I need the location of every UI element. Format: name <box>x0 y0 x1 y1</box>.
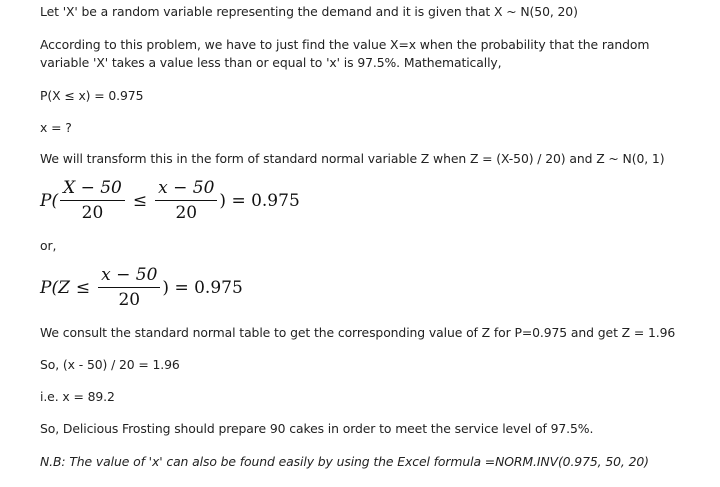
eq1-p: P( <box>40 190 59 211</box>
or-line: or, <box>40 238 57 253</box>
eq1-rhs: ) = 0.975 <box>219 190 300 211</box>
note-line: N.B: The value of 'x' can also be found easily by using the Excel formula =NORM.INV(0.975, 50, 20) <box>40 454 649 469</box>
transform-line: We will transform this in the form of standard normal variable Z when Z = (X-50) / 20) and Z ~ N(0, 1) <box>40 151 665 166</box>
probability-statement: P(X ≤ x) = 0.975 <box>40 88 144 103</box>
table-lookup-line: We consult the standard normal table to get the corresponding value of Z for P=0.975 and get Z = 1.96 <box>40 325 676 340</box>
eq1-denominator-2: 20 <box>175 203 198 223</box>
eq2-fraction <box>98 265 160 310</box>
conclusion-line: So, Delicious Frosting should prepare 90 cakes in order to meet the service level of 97.5%. <box>40 421 594 436</box>
unknown-x: x = ? <box>40 120 72 135</box>
eq1-le: ≤ <box>132 190 148 211</box>
result-line: i.e. x = 89.2 <box>40 389 115 404</box>
eq1-numerator-1: X − 50 <box>60 178 125 201</box>
eq1-numerator-2: x − 50 <box>155 178 217 201</box>
intro-line: Let 'X' be a random variable representing the demand and it is given that X ~ N(50, 20) <box>40 4 578 19</box>
eq2-p: P( <box>40 277 59 298</box>
equation-2 <box>40 265 243 310</box>
eq2-z: Z <box>58 277 70 298</box>
eq2-numerator: x − 50 <box>98 265 160 288</box>
problem-line-1: According to this problem, we have to just find the value X=x when the probability that the random <box>40 37 650 52</box>
eq2-le: ≤ <box>75 277 91 298</box>
eq2-denominator: 20 <box>118 290 141 310</box>
eq2-rhs: ) = 0.975 <box>162 277 243 298</box>
problem-line-2: variable 'X' takes a value less than or equal to 'x' is 97.5%. Mathematically, <box>40 55 502 70</box>
eq1-fraction-1 <box>60 178 125 223</box>
solve-line: So, (x - 50) / 20 = 1.96 <box>40 357 180 372</box>
eq1-denominator-1: 20 <box>81 203 104 223</box>
eq1-fraction-2 <box>155 178 217 223</box>
equation-1 <box>40 178 300 223</box>
